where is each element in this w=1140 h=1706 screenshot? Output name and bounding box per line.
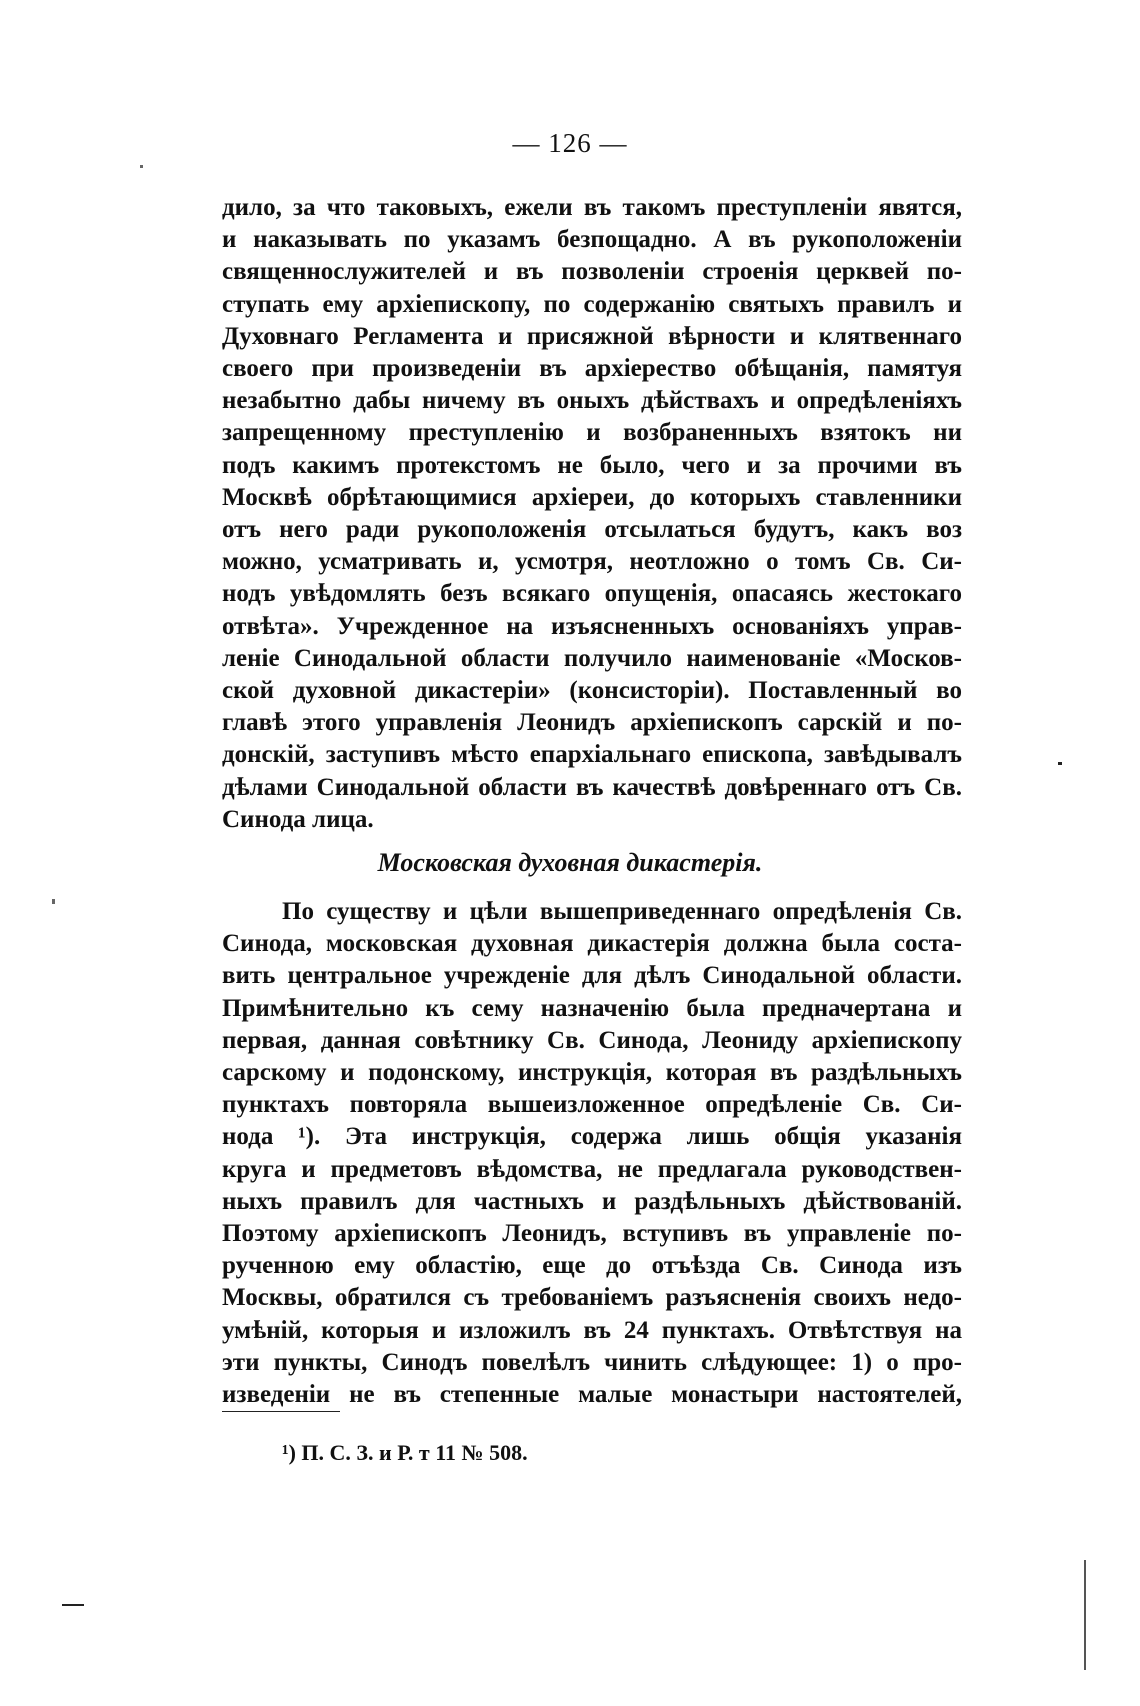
text-line: Москвѣ обрѣтающимися архіереи, до которыхъ ставленники bbox=[222, 483, 962, 511]
text-line: пунктахъ повторяла вышеизложенное опредѣленіе Св. Си- bbox=[222, 1091, 962, 1119]
text-line: можно, усматривать и, усмотря, неотложно о томъ Св. Си- bbox=[222, 548, 962, 576]
text-line: Синода лица. bbox=[222, 805, 374, 833]
text-line: нодъ увѣдомлять безъ всякаго опущенія, опасаясь жестокаго bbox=[222, 580, 962, 608]
footnote: ¹) П. С. З. и Р. т 11 № 508. bbox=[282, 1440, 528, 1465]
text-line: умѣній, которыя и изложилъ въ 24 пунктахъ. Отвѣтствуя на bbox=[222, 1316, 962, 1344]
text-line: священнослужителей и въ позволеніи строенія церквей по- bbox=[222, 258, 962, 286]
text-line: По существу и цѣли вышеприведеннаго опредѣленія Св. bbox=[282, 898, 962, 925]
text-line: эти пункты, Синодъ повелѣлъ чинить слѣдующее: 1) о про- bbox=[222, 1348, 962, 1376]
text-line: рученною ему областію, еще до отъѣзда Св. Синода изъ bbox=[222, 1252, 962, 1280]
text-line: и наказывать по указамъ безпощадно. А въ рукоположеніи bbox=[222, 226, 962, 254]
text-line: дило, за что таковыхъ, ежели въ такомъ преступленіи явятся, bbox=[222, 194, 962, 221]
scan-mark bbox=[1084, 1560, 1086, 1670]
text-line: Примѣнительно къ сему назначенію была предначертана и bbox=[222, 994, 962, 1022]
scan-mark bbox=[140, 165, 143, 168]
text-line: изведеніи не въ степенные малые монастыри настоятелей, bbox=[222, 1381, 962, 1409]
paragraph-2 bbox=[222, 896, 962, 1411]
text-line: Синода, московская духовная дикастерія должна была соста- bbox=[222, 930, 962, 958]
text-line: Духовнаго Регламента и присяжной вѣрности и клятвеннаго bbox=[222, 322, 962, 350]
text-line: вить центральное учрежденіе для дѣлъ Синодальной области. bbox=[222, 962, 962, 990]
text-line: ступать ему архіепископу, по содержанію святыхъ правилъ и bbox=[222, 290, 962, 318]
text-line: незабытно дабы ничему въ оныхъ дѣйствахъ и опредѣленіяхъ bbox=[222, 387, 962, 415]
text-line: сарскому и подонскому, инструкція, которая въ раздѣльныхъ bbox=[222, 1059, 962, 1087]
text-line: отвѣта». Учрежденное на изъясненныхъ основаніяхъ управ- bbox=[222, 612, 962, 640]
text-line: дѣлами Синодальной области въ качествѣ довѣреннаго отъ Св. bbox=[222, 773, 962, 801]
section-heading: Московская духовная дикастерія. bbox=[377, 848, 763, 877]
text-line: донскій, заступивъ мѣсто епархіальнаго епископа, завѣдывалъ bbox=[222, 741, 962, 769]
text-line: главѣ этого управленія Леонидъ архіепископъ сарскій и по- bbox=[222, 709, 962, 737]
paragraph-1 bbox=[222, 192, 962, 836]
text-line: подъ какимъ протекстомъ не было, чего и за прочими въ bbox=[222, 451, 962, 479]
text-line: отъ него ради рукоположенія отсылаться будутъ, какъ воз bbox=[222, 516, 962, 544]
text-line: ныхъ правилъ для частныхъ и раздѣльныхъ дѣйствованій. bbox=[222, 1187, 962, 1215]
footnote-divider bbox=[222, 1411, 340, 1412]
text-line: Поэтому архіепископъ Леонидъ, вступивъ въ управленіе по- bbox=[222, 1220, 962, 1248]
scan-mark bbox=[62, 1604, 84, 1606]
scan-mark bbox=[1058, 762, 1062, 765]
text-line: своего при произведеніи въ архіерество обѣщанія, памятуя bbox=[222, 355, 962, 383]
text-line: нода ¹). Эта инструкція, содержа лишь общія указанія bbox=[222, 1123, 962, 1151]
text-line: Москвы, обратился съ требованіемъ разъясненія своихъ недо- bbox=[222, 1284, 962, 1312]
text-line: запрещенному преступленію и возбраненныхъ взятокъ ни bbox=[222, 419, 962, 447]
scan-mark bbox=[52, 899, 55, 904]
page-number: — 126 — bbox=[512, 128, 628, 158]
text-line: ской духовной дикастеріи» (консисторіи). Поставленный во bbox=[222, 677, 962, 705]
text-line: круга и предметовъ вѣдомства, не предлагала руководствен- bbox=[222, 1155, 962, 1183]
text-line: леніе Синодальной области получило наименованіе «Москов- bbox=[222, 644, 962, 672]
text-line: первая, данная совѣтнику Св. Синода, Леониду архіепископу bbox=[222, 1026, 962, 1054]
